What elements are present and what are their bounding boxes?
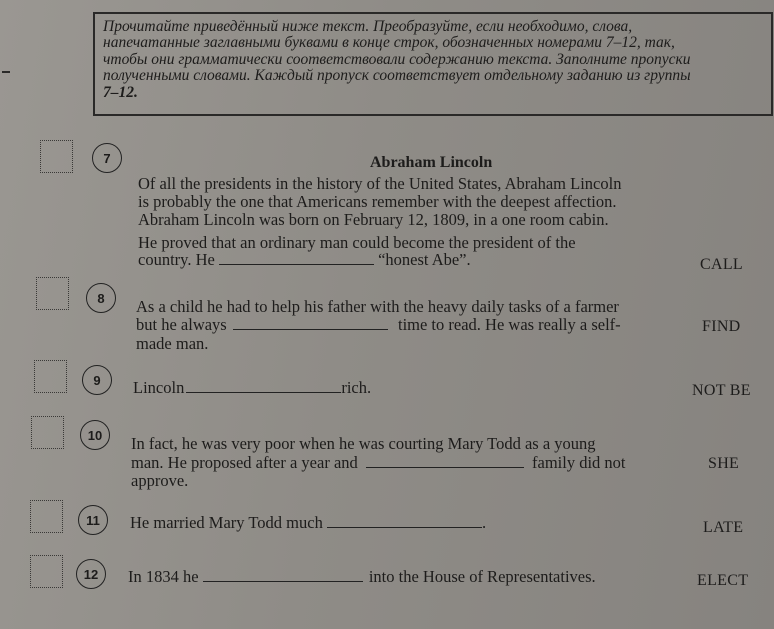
text-title: Abraham Lincoln [370,154,493,171]
task-10-line: In fact, he was very poor when he was courting Mary Todd as a young [131,434,596,453]
keyword-8: FIND [702,318,741,335]
keyword-10: SHE [708,455,740,472]
task-number-7: 7 [92,143,122,173]
margin-mark [2,71,10,73]
keyword-9: NOT BE [692,382,751,399]
answer-blank-8[interactable] [233,315,388,330]
instructions-line: Прочитайте приведённый ниже текст. Преобразуйте, если необходимо, слова, [103,18,633,35]
task-number-12: 12 [76,559,106,589]
task-7-line: Abraham Lincoln was born on February 12, 1809, in a one room cabin. [138,210,609,229]
keyword-7: CALL [700,256,743,273]
task-7-gap-line [138,250,471,269]
answer-blank-9[interactable] [186,378,341,393]
task-12-before: In 1834 he [128,567,199,586]
task-7-line: is probably the one that Americans remember with the deepest affection. [138,192,617,211]
task-8-gap-line [136,315,621,334]
task-10-before: man. He proposed after a year and [131,453,358,472]
answer-blank-11[interactable] [327,513,482,528]
task-7-after: “honest Abe”. [378,250,471,269]
keyword-11: LATE [703,519,744,536]
task-7-before: country. He [138,250,215,269]
answer-box-11[interactable] [30,500,63,533]
task-number-8: 8 [86,283,116,313]
task-9-gap-line [133,378,371,397]
task-number-11: 11 [78,505,108,535]
answer-box-10[interactable] [31,416,64,449]
task-12-after: into the House of Representatives. [368,567,596,586]
task-number-10: 10 [80,420,110,450]
task-11-after: . [481,513,487,532]
instructions-line: напечатанные заглавными буквами в конце строк, обозначенных номерами 7–12, так, [103,34,675,52]
task-12-gap-line [128,567,596,586]
task-7-line: He proved that an ordinary man could become the president of the [138,233,576,252]
task-8-line: As a child he had to help his father with the heavy daily tasks of a farmer [136,297,619,316]
task-8-after: time to read. He was really a self- [397,315,621,334]
task-10-after: family did not [532,453,626,472]
task-8-before: but he always [136,315,227,334]
keyword-12: ELECT [697,572,749,589]
task-number-9: 9 [82,365,112,395]
task-7-line: Of all the presidents in the history of the United States, Abraham Lincoln [138,174,622,193]
answer-blank-7[interactable] [219,250,374,265]
task-10-line: approve. [131,471,189,490]
instructions-line: полученными словами. Каждый пропуск соответствует отдельному заданию из группы [103,67,691,85]
answer-box-8[interactable] [36,277,69,310]
instructions-box [93,12,773,116]
answer-blank-10[interactable] [366,453,524,468]
task-9-before: Lincoln [133,378,185,397]
instructions-line: 7–12. [103,83,138,101]
answer-box-9[interactable] [34,360,67,393]
task-11-before: He married Mary Todd much [130,513,323,532]
instructions-line: чтобы они грамматически соответствовали содержанию текста. Заполните пропуски [103,50,691,68]
answer-box-7[interactable] [40,140,73,173]
task-9-after: rich. [341,378,372,397]
task-11-gap-line [130,513,486,532]
task-10-gap-line [131,453,626,472]
answer-box-12[interactable] [30,555,63,588]
answer-blank-12[interactable] [203,567,363,582]
task-8-line: made man. [136,334,209,353]
